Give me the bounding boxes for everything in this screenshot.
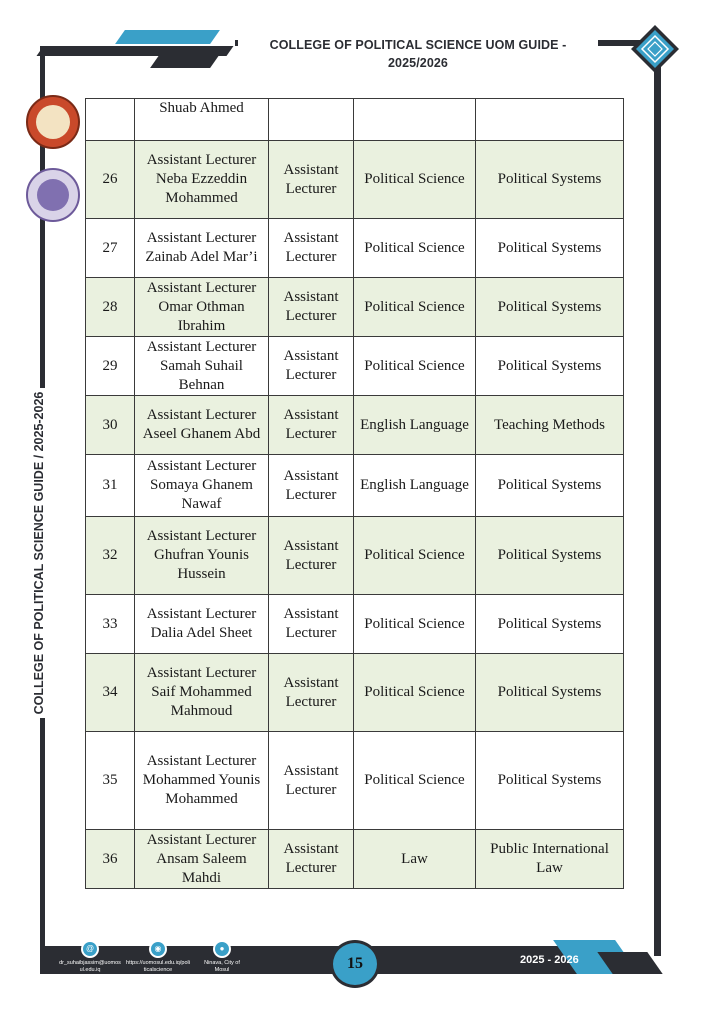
academic-title: Assistant Lecturer <box>269 278 354 337</box>
staff-name: Assistant Lecturer Somaya Ghanem Nawaf <box>135 455 269 517</box>
row-number: 34 <box>86 654 135 732</box>
academic-title: Assistant Lecturer <box>269 455 354 517</box>
staff-name: Assistant Lecturer Saif Mohammed Mahmoud <box>135 654 269 732</box>
academic-title <box>269 99 354 141</box>
academic-title: Assistant Lecturer <box>269 595 354 654</box>
table-row <box>86 141 624 219</box>
footer-location-text: Ninava, City of Mosul <box>204 960 240 973</box>
footer-website[interactable] <box>126 940 190 974</box>
staff-name: Assistant Lecturer Aseel Ghanem Abd <box>135 396 269 455</box>
specialization: Political Science <box>354 732 476 830</box>
college-logo <box>26 168 80 222</box>
academic-title: Assistant Lecturer <box>269 830 354 889</box>
staff-table-body <box>86 99 624 889</box>
footer-email-text: dr_suhaibjassim@uomosul.edu.iq <box>59 960 121 973</box>
staff-name: Assistant Lecturer Mohammed Younis Mohammed <box>135 732 269 830</box>
footer-year: 2025 - 2026 <box>520 954 579 966</box>
page-number-badge <box>330 940 380 988</box>
row-number: 31 <box>86 455 135 517</box>
staff-name: Assistant Lecturer Dalia Adel Sheet <box>135 595 269 654</box>
staff-name: Assistant Lecturer Ghufran Younis Hussein <box>135 517 269 595</box>
row-number: 27 <box>86 219 135 278</box>
specialization: Political Science <box>354 141 476 219</box>
frame-right-border <box>654 66 661 956</box>
row-number <box>86 99 135 141</box>
row-number: 35 <box>86 732 135 830</box>
subject <box>476 99 624 141</box>
table-row <box>86 99 624 141</box>
location-pin-icon: ● <box>213 940 231 958</box>
row-number: 33 <box>86 595 135 654</box>
globe-icon: ◉ <box>149 940 167 958</box>
row-number: 36 <box>86 830 135 889</box>
table-row <box>86 278 624 337</box>
page-number: 15 <box>347 955 363 972</box>
footer-location <box>198 940 246 974</box>
table-row <box>86 337 624 396</box>
subject: Political Systems <box>476 732 624 830</box>
subject: Political Systems <box>476 517 624 595</box>
subject: Political Systems <box>476 337 624 396</box>
staff-name: Assistant Lecturer Zainab Adel Mar’i <box>135 219 269 278</box>
footer-bar <box>40 946 600 974</box>
academic-title: Assistant Lecturer <box>269 337 354 396</box>
subject: Political Systems <box>476 455 624 517</box>
table-row <box>86 455 624 517</box>
row-number: 29 <box>86 337 135 396</box>
specialization: Political Science <box>354 278 476 337</box>
staff-name: Assistant Lecturer Ansam Saleem Mahdi <box>135 830 269 889</box>
staff-name: Assistant Lecturer Samah Suhail Behnan <box>135 337 269 396</box>
subject: Political Systems <box>476 219 624 278</box>
email-icon: @ <box>81 940 99 958</box>
academic-title: Assistant Lecturer <box>269 732 354 830</box>
specialization: Law <box>354 830 476 889</box>
side-title: COLLEGE OF POLITICAL SCIENCE GUIDE / 2025-2026 <box>30 388 48 718</box>
table-row <box>86 830 624 889</box>
row-number: 28 <box>86 278 135 337</box>
header-title: COLLEGE OF POLITICAL SCIENCE UOM GUIDE - 2025/2026 <box>238 36 598 54</box>
row-number: 26 <box>86 141 135 219</box>
specialization: Political Science <box>354 517 476 595</box>
row-number: 32 <box>86 517 135 595</box>
academic-title: Assistant Lecturer <box>269 219 354 278</box>
header-accent-blue-stripe <box>115 30 220 44</box>
university-logo <box>26 95 80 149</box>
table-row <box>86 517 624 595</box>
academic-title: Assistant Lecturer <box>269 141 354 219</box>
subject: Political Systems <box>476 278 624 337</box>
staff-table <box>85 98 624 889</box>
staff-name: Assistant Lecturer Neba Ezzeddin Mohammed <box>135 141 269 219</box>
table-row <box>86 219 624 278</box>
subject: Teaching Methods <box>476 396 624 455</box>
table-row <box>86 732 624 830</box>
specialization: English Language <box>354 396 476 455</box>
staff-name: Assistant Lecturer Omar Othman Ibrahim <box>135 278 269 337</box>
specialization <box>354 99 476 141</box>
subject: Political Systems <box>476 141 624 219</box>
footer-email[interactable] <box>58 940 122 974</box>
row-number: 30 <box>86 396 135 455</box>
table-row <box>86 595 624 654</box>
academic-title: Assistant Lecturer <box>269 396 354 455</box>
specialization: Political Science <box>354 654 476 732</box>
subject: Public International Law <box>476 830 624 889</box>
specialization: English Language <box>354 455 476 517</box>
specialization: Political Science <box>354 337 476 396</box>
corner-emblem-icon <box>630 24 680 74</box>
subject: Political Systems <box>476 595 624 654</box>
specialization: Political Science <box>354 219 476 278</box>
academic-title: Assistant Lecturer <box>269 517 354 595</box>
header-accent-dark-stripe <box>150 54 220 68</box>
specialization: Political Science <box>354 595 476 654</box>
staff-name: Shuab Ahmed <box>135 99 269 141</box>
academic-title: Assistant Lecturer <box>269 654 354 732</box>
table-row <box>86 654 624 732</box>
footer-website-text: https://uomosul.edu.iq/politicalscience <box>126 960 190 973</box>
table-row <box>86 396 624 455</box>
subject: Political Systems <box>476 654 624 732</box>
